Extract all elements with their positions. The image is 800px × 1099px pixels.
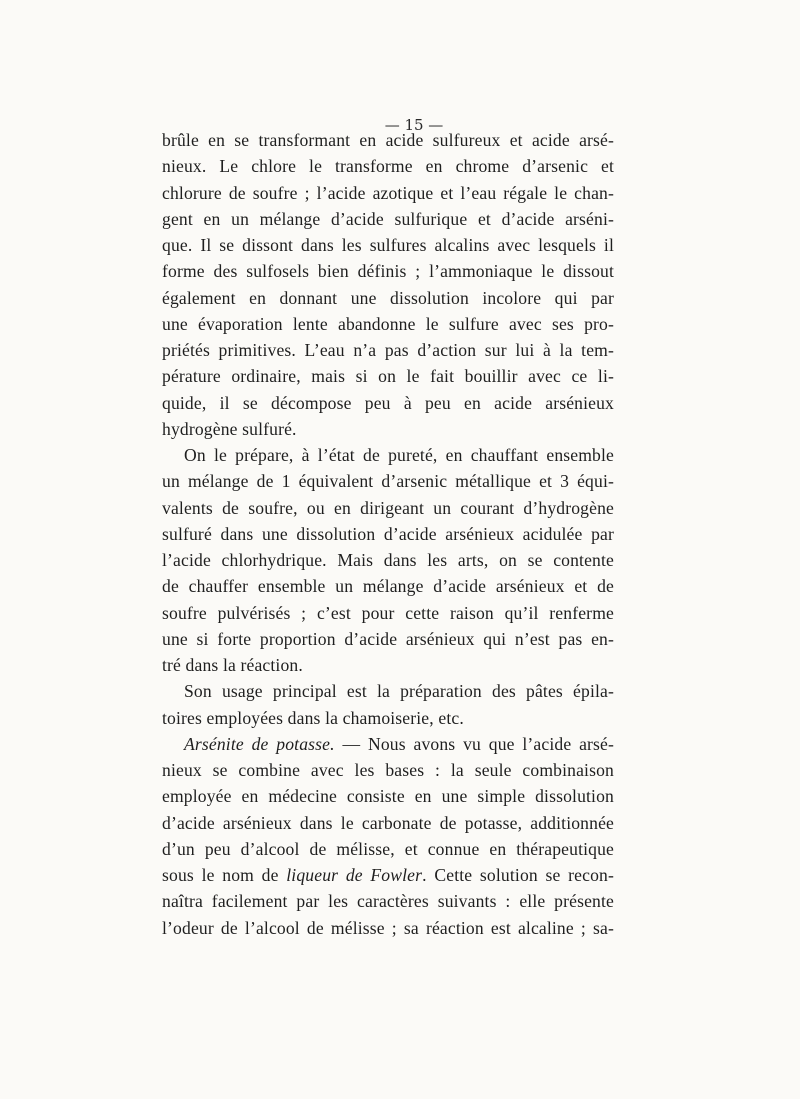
text-run: une si forte proportion d’acide arsénieux qui n’est pas en-	[162, 628, 614, 649]
text-run: valents de soufre, ou en dirigeant un courant d’hydrogène	[162, 497, 614, 518]
text-run: hydrogène sulfuré.	[162, 418, 297, 439]
page-number: — 15 —	[384, 116, 444, 134]
text-line	[162, 363, 614, 389]
text-line	[162, 862, 614, 888]
text-line	[162, 127, 614, 153]
text-line	[162, 915, 614, 941]
text-line	[162, 521, 614, 547]
text-line	[162, 626, 614, 652]
text-run: tré dans la réaction.	[162, 655, 303, 675]
text-line	[162, 652, 614, 678]
text-run: d’acide arsénieux dans le carbonate de potasse, additionnée	[162, 812, 614, 833]
text-run: forme des sulfosels bien définis ; l’ammoniaque le dissout	[162, 261, 614, 282]
text-line	[162, 495, 614, 521]
text-run: . Cette solution se recon-	[422, 865, 614, 885]
text-line	[162, 705, 614, 731]
text-run: Son usage principal est la préparation des pâtes épila-	[184, 681, 614, 702]
italic-run: Arsénite de potasse.	[184, 733, 335, 754]
text-run: sous le nom de	[162, 865, 287, 885]
text-line	[162, 416, 614, 442]
text-run: nieux. Le chlore le transforme en chrome d’arsenic et	[162, 156, 614, 177]
text-run: l’odeur de l’alcool de mélisse ; sa réaction est alcaline ; sa-	[162, 917, 614, 938]
text-line	[162, 600, 614, 626]
text-line	[162, 311, 614, 337]
text-run: toires employées dans la chamoiserie, etc.	[162, 707, 464, 728]
text-run: soufre pulvérisés ; c’est pour cette raison qu’il renferme	[162, 602, 614, 623]
text-line	[162, 547, 614, 573]
text-run: pérature ordinaire, mais si on le fait bouillir avec ce li-	[162, 366, 614, 387]
text-run: chlorure de soufre ; l’acide azotique et l’eau régale le chan-	[162, 182, 614, 203]
body-text	[162, 127, 614, 941]
text-run: nieux se combine avec les bases : la seule combinaison	[162, 760, 614, 780]
text-run: l’acide chlorhydrique. Mais dans les arts, on se contente	[162, 550, 614, 570]
text-run: également en donnant une dissolution incolore qui par	[162, 287, 614, 308]
text-line	[162, 390, 614, 416]
text-line	[162, 810, 614, 836]
text-run: un mélange de 1 équivalent d’arsenic métallique et 3 équi-	[162, 471, 614, 492]
text-line	[162, 153, 614, 179]
text-line	[162, 731, 614, 757]
text-line	[162, 337, 614, 363]
text-run: brûle en se transformant en acide sulfureux et acide arsé-	[162, 130, 614, 150]
text-run: que. Il se dissont dans les sulfures alcalins avec lesquels il	[162, 235, 614, 255]
text-line	[162, 285, 614, 311]
text-run: d’un peu d’alcool de mélisse, et connue en thérapeutique	[162, 838, 614, 859]
text-line	[162, 836, 614, 862]
text-run: naîtra facilement par les caractères suivants : elle présente	[162, 891, 614, 912]
text-line	[162, 573, 614, 599]
text-run: priétés primitives. L’eau n’a pas d’action sur lui à la tem-	[162, 340, 614, 360]
text-line	[162, 442, 614, 468]
text-run: gent en un mélange d’acide sulfurique et d’acide arséni-	[162, 208, 614, 229]
text-line	[162, 888, 614, 914]
text-run: de chauffer ensemble un mélange d’acide arsénieux et de	[162, 576, 614, 597]
text-run: quide, il se décompose peu à peu en acide arsénieux	[162, 392, 614, 413]
text-line	[162, 783, 614, 809]
text-run: employée en médecine consiste en une simple dissolution	[162, 786, 614, 807]
text-line	[162, 468, 614, 494]
text-run: sulfuré dans une dissolution d’acide arsénieux acidulée par	[162, 523, 614, 544]
text-run: — Nous avons vu que l’acide arsé-	[334, 733, 615, 754]
text-line	[162, 232, 614, 258]
text-run: une évaporation lente abandonne le sulfure avec ses pro-	[162, 313, 614, 334]
text-line	[162, 757, 614, 783]
text-line	[162, 258, 614, 284]
text-line	[162, 678, 614, 704]
italic-run: liqueur de Fowler	[286, 865, 423, 885]
text-line	[162, 180, 614, 206]
text-run: On le prépare, à l’état de pureté, en chauffant ensemble	[184, 445, 614, 465]
text-line	[162, 206, 614, 232]
